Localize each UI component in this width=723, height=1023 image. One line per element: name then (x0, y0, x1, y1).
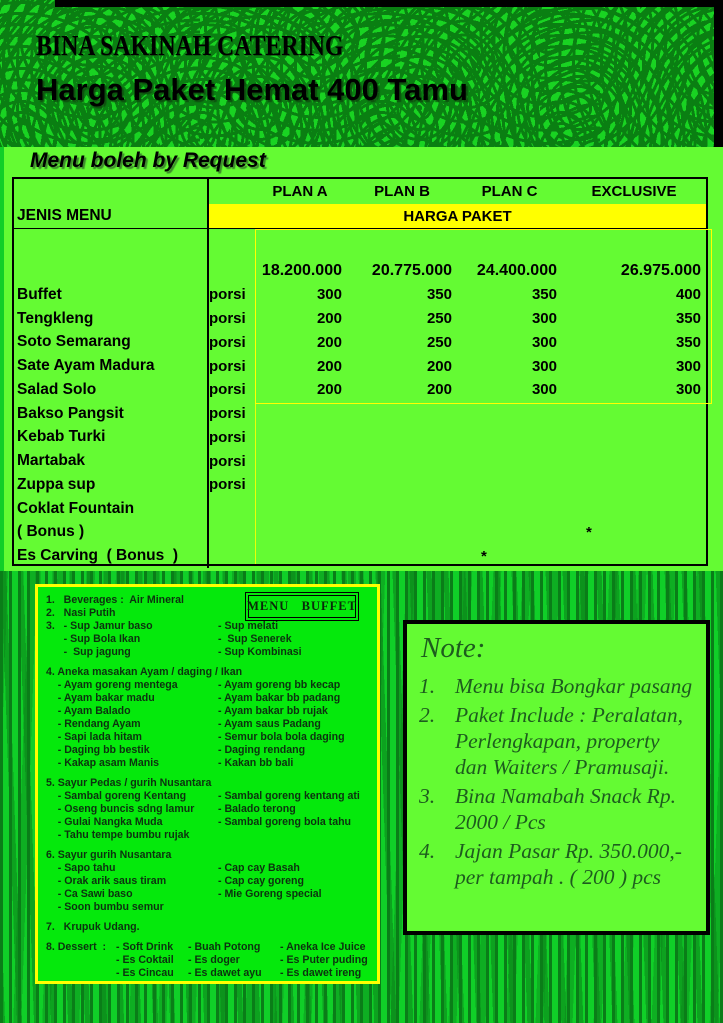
dessert-item: - Es Cincau (116, 967, 174, 979)
note-item-number: 1. (419, 674, 436, 698)
plan-value (457, 449, 562, 473)
row-values (253, 378, 706, 402)
menu-item-name: Salad Solo (14, 378, 209, 402)
plan-value (347, 497, 457, 521)
buffet-item-right: - Balado terong (218, 803, 296, 815)
note-item (419, 783, 694, 835)
plan-value (457, 521, 562, 545)
buffet-item-left: - Soon bumbu semur (46, 901, 164, 913)
plan-value: 300 (316, 286, 342, 304)
buffet-item-left: - Rendang Ayam (46, 718, 141, 730)
dessert-item: - Buah Potong (188, 941, 261, 953)
buffet-line (46, 744, 373, 757)
table-row (14, 307, 706, 331)
buffet-line (46, 875, 373, 888)
plan-value: 200 (426, 381, 452, 399)
menu-item-name: Soto Semarang (14, 331, 209, 355)
buffet-item-left: - Tahu tempe bumbu rujak (46, 829, 190, 841)
right-black-bar (714, 0, 723, 147)
buffet-item-right: - Ayam bakar bb padang (218, 692, 341, 704)
plan-value: 350 (531, 286, 557, 304)
unit-label (209, 497, 253, 521)
plan-value: 250 (426, 333, 452, 351)
top-batik-pattern (0, 0, 723, 147)
buffet-line (46, 718, 373, 731)
package-price: 20.775.000 (371, 262, 452, 279)
buffet-item-left: - Gulai Nangka Muda (46, 816, 163, 828)
plan-header: EXCLUSIVE (591, 183, 677, 200)
plan-value: 350 (426, 286, 452, 304)
unit-label: porsi (209, 286, 246, 304)
buffet-item-left: - Sambal goreng Kentang (46, 790, 187, 802)
plan-value: 300 (531, 357, 557, 375)
dessert-item: - Es dawet ayu (188, 967, 262, 979)
plan-header-row (14, 179, 706, 204)
table-row (14, 426, 706, 450)
buffet-line (46, 862, 373, 875)
menu-item-name: Buffet (14, 283, 209, 307)
top-black-bar (55, 0, 723, 7)
plan-value: 250 (426, 310, 452, 328)
plan-value (253, 544, 347, 568)
package-prices (253, 229, 706, 283)
empty-header-cell (14, 179, 209, 204)
plan-value: 350 (675, 333, 701, 351)
note-item-text: Menu bisa Bongkar pasang (455, 674, 693, 698)
buffet-line (46, 620, 373, 633)
plan-value: 300 (675, 357, 701, 375)
plan-headers (253, 179, 706, 204)
row-values (253, 402, 706, 426)
plan-value (457, 497, 562, 521)
menu-item-name: Coklat Fountain (14, 497, 209, 521)
note-item-number: 2. (419, 703, 436, 727)
plan-value (347, 544, 457, 568)
buffet-line (46, 679, 373, 692)
buffet-item-left: - Ayam Balado (46, 705, 131, 717)
plan-header: PLAN B (374, 183, 430, 200)
menu-item-name: Zuppa sup (14, 473, 209, 497)
unit-label: porsi (209, 333, 246, 351)
plan-value: 200 (426, 357, 452, 375)
package-price: 24.400.000 (476, 262, 557, 279)
buffet-menu-list (46, 594, 373, 980)
buffet-line (46, 816, 373, 829)
buffet-item-right: - Daging rendang (218, 744, 306, 756)
row-values (253, 521, 706, 545)
plan-value (562, 473, 706, 497)
buffet-dessert-line (46, 954, 373, 967)
row-values (253, 307, 706, 331)
plan-value (347, 402, 457, 426)
buffet-item-right: - Ayam saus Padang (218, 718, 321, 730)
plan-value (562, 497, 706, 521)
unit-label: porsi (209, 310, 246, 328)
buffet-line (46, 666, 373, 679)
plan-header: PLAN A (272, 183, 328, 200)
plan-value: * (586, 523, 592, 541)
buffet-item-left: 5. Sayur Pedas / gurih Nusantara (46, 777, 212, 789)
table-row (14, 473, 706, 497)
buffet-dessert-line (46, 941, 373, 954)
row-values (253, 331, 706, 355)
plan-value (253, 473, 347, 497)
table-row (14, 331, 706, 355)
note-item (419, 838, 694, 890)
dessert-item: - Soft Drink (116, 941, 174, 953)
plan-value: 200 (316, 357, 342, 375)
buffet-item-right: - Sambal goreng kentang ati (218, 790, 360, 802)
buffet-line (46, 705, 373, 718)
plan-value (562, 402, 706, 426)
unit-label: porsi (209, 476, 246, 494)
buffet-item-left: - Oseng buncis sdng lamur (46, 803, 195, 815)
note-item-text: Paket Include : Peralatan, Perlengkapan, property dan Waiters / Pramusaji. (455, 703, 684, 779)
buffet-item-left: - Ayam bakar madu (46, 692, 155, 704)
plan-value: 300 (531, 333, 557, 351)
buffet-item-right: - Ayam goreng bb kecap (218, 679, 341, 691)
buffet-item-left: - Ayam goreng mentega (46, 679, 178, 691)
plan-value: 200 (316, 381, 342, 399)
unit-label (209, 544, 253, 568)
note-item (419, 673, 694, 699)
menu-item-name: ( Bonus ) (14, 521, 209, 545)
buffet-item-right: - Semur bola bola daging (218, 731, 345, 743)
plan-value: 300 (675, 381, 701, 399)
buffet-line (46, 777, 373, 790)
buffet-line (46, 849, 373, 862)
menu-item-name: Martabak (14, 449, 209, 473)
buffet-item-left: - Sapi lada hitam (46, 731, 142, 743)
plan-value: 200 (316, 310, 342, 328)
note-item-number: 4. (419, 839, 436, 863)
dessert-item (46, 954, 116, 967)
row-values (253, 354, 706, 378)
buffet-item-left: 1. Beverages : Air Mineral (46, 594, 184, 606)
list-gap (46, 934, 373, 941)
plan-value: 400 (675, 286, 701, 304)
buffet-line (46, 646, 373, 659)
buffet-item-right: - Sup Kombinasi (218, 646, 302, 658)
buffet-item-left: - Sup Bola Ikan (46, 633, 141, 645)
plan-value: 200 (316, 333, 342, 351)
buffet-item-left: - Sup jagung (46, 646, 131, 658)
plan-value (253, 521, 347, 545)
menu-item-name: Sate Ayam Madura (14, 354, 209, 378)
dessert-item (46, 967, 116, 980)
plan-value (562, 426, 706, 450)
harga-paket-row (14, 204, 706, 229)
unit-label: porsi (209, 357, 246, 375)
buffet-item-right: - Sambal goreng bola tahu (218, 816, 352, 828)
list-gap (46, 842, 373, 849)
table-row (14, 354, 706, 378)
dessert-item: - Es Coktail (116, 954, 174, 966)
table-row (14, 378, 706, 402)
unit-label: porsi (209, 428, 246, 446)
plan-value (253, 497, 347, 521)
plan-value (253, 426, 347, 450)
plan-value: * (481, 547, 487, 565)
empty-unit-cell (209, 229, 253, 283)
plan-value (562, 449, 706, 473)
note-box (403, 620, 710, 935)
list-gap (46, 914, 373, 921)
row-values (253, 449, 706, 473)
table-row (14, 497, 706, 521)
row-values (253, 497, 706, 521)
menu-item-name: Kebab Turki (14, 426, 209, 450)
plan-value (562, 544, 706, 568)
harga-paket-band: HARGA PAKET (209, 204, 706, 228)
menu-rows (14, 283, 706, 568)
buffet-line (46, 888, 373, 901)
buffet-item-left: 3. - Sup Jamur baso (46, 620, 153, 632)
row-values (253, 473, 706, 497)
unit-label: porsi (209, 405, 246, 423)
buffet-menu-panel (35, 584, 380, 984)
buffet-item-left: - Ca Sawi baso (46, 888, 133, 900)
note-list (419, 673, 694, 890)
plan-value (347, 473, 457, 497)
dessert-item: - Es dawet ireng (280, 967, 362, 979)
buffet-line (46, 803, 373, 816)
table-row (14, 283, 706, 307)
unit-label: porsi (209, 381, 246, 399)
table-row (14, 402, 706, 426)
buffet-item-left: - Kakap asam Manis (46, 757, 160, 769)
table-row (14, 544, 706, 568)
buffet-line (46, 901, 373, 914)
empty-unit-cell (209, 179, 253, 204)
company-name: BINA SAKINAH CATERING (36, 30, 344, 62)
buffet-line (46, 757, 373, 770)
package-price-row (14, 229, 706, 283)
plan-value (457, 402, 562, 426)
jenis-menu-header: JENIS MENU (14, 204, 209, 228)
dessert-item: 8. Dessert : (46, 941, 107, 953)
row-values (253, 283, 706, 307)
row-values (253, 544, 706, 568)
buffet-item-right: - Mie Goreng special (218, 888, 322, 900)
buffet-item-left: - Orak arik saus tiram (46, 875, 167, 887)
buffet-item-right: - Kakan bb bali (218, 757, 294, 769)
plan-value: 350 (675, 310, 701, 328)
plan-value: 300 (531, 381, 557, 399)
plan-value: 300 (531, 310, 557, 328)
buffet-line (46, 731, 373, 744)
dessert-item: - Aneka Ice Juice (280, 941, 366, 953)
buffet-item-right: - Sup melati (218, 620, 279, 632)
price-table (12, 177, 708, 566)
buffet-line (46, 790, 373, 803)
empty-name-cell (14, 229, 209, 283)
note-item (419, 702, 694, 780)
dessert-item: - Es Puter puding (280, 954, 368, 966)
buffet-item-right: - Sup Senerek (218, 633, 292, 645)
plan-value (457, 426, 562, 450)
buffet-line (46, 692, 373, 705)
buffet-item-right: - Cap cay Basah (218, 862, 300, 874)
note-item-text: Jajan Pasar Rp. 350.000,- per tampah . ( 200 ) pcs (455, 839, 682, 889)
plan-header: PLAN C (481, 183, 538, 200)
buffet-item-right: - Ayam bakar bb rujak (218, 705, 328, 717)
buffet-item-right: - Cap cay goreng (218, 875, 304, 887)
plan-value (457, 473, 562, 497)
poster-title: Harga Paket Hemat 400 Tamu (36, 72, 468, 107)
list-gap (46, 770, 373, 777)
buffet-item-left: 4. Aneka masakan Ayam / daging / Ikan (46, 666, 243, 678)
unit-label (209, 521, 253, 545)
package-price: 26.975.000 (620, 262, 701, 279)
buffet-line (46, 829, 373, 842)
note-item-text: Bina Namabah Snack Rp. 2000 / Pcs (455, 784, 676, 834)
buffet-line (46, 921, 373, 934)
plan-value (347, 426, 457, 450)
dessert-item: - Es doger (188, 954, 240, 966)
buffet-item-left: - Sapo tahu (46, 862, 116, 874)
note-title: Note: (421, 632, 486, 664)
buffet-dessert-line (46, 967, 373, 980)
note-item-number: 3. (419, 784, 436, 808)
plan-value (253, 402, 347, 426)
row-values (253, 426, 706, 450)
menu-item-name: Es Carving ( Bonus ) (14, 544, 209, 568)
buffet-item-left: - Daging bb bestik (46, 744, 150, 756)
menu-item-name: Tengkleng (14, 307, 209, 331)
plan-value (253, 449, 347, 473)
package-price: 18.200.000 (261, 262, 342, 279)
menu-item-name: Bakso Pangsit (14, 402, 209, 426)
plan-value (347, 449, 457, 473)
menu-buffet-label: MENU BUFFET (248, 595, 356, 618)
unit-label: porsi (209, 452, 246, 470)
buffet-item-left: 6. Sayur gurih Nusantara (46, 849, 172, 861)
buffet-item-left: 7. Krupuk Udang. (46, 921, 140, 933)
plan-value (347, 521, 457, 545)
menu-request-subtitle: Menu boleh by Request (30, 149, 266, 172)
table-row (14, 521, 706, 545)
table-row (14, 449, 706, 473)
list-gap (46, 659, 373, 666)
buffet-item-left: 2. Nasi Putih (46, 607, 116, 619)
buffet-line (46, 633, 373, 646)
